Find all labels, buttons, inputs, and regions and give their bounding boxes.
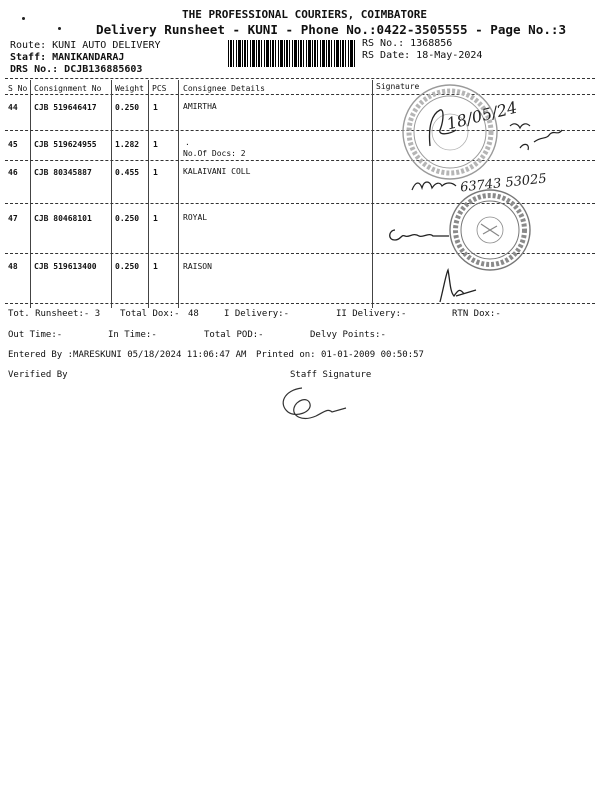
row-divider <box>5 160 595 161</box>
staff-signature-label: Staff Signature <box>290 370 372 380</box>
route-label: Route: KUNI AUTO DELIVERY <box>10 40 161 51</box>
table-row-consignee: ROYAL <box>183 213 208 222</box>
table-row-weight: 0.455 <box>115 168 140 177</box>
handwritten-phone: 63743 53025 <box>459 171 548 196</box>
page-title: Delivery Runsheet - KUNI - Phone No.:0422-3505555 - Page No.:3 <box>96 22 567 37</box>
table-header-rule <box>5 94 595 95</box>
handwritten-signature <box>430 266 480 306</box>
handwritten-signature <box>385 222 455 246</box>
column-separator <box>148 80 149 308</box>
table-row-pcs: 1 <box>153 103 158 112</box>
table-row-consignment: CJB 519646417 <box>34 103 97 112</box>
table-top-rule <box>5 78 595 79</box>
total-pod: Total POD:- <box>204 330 264 340</box>
second-delivery: II Delivery:- <box>336 309 407 319</box>
table-row-pcs: 1 <box>153 168 158 177</box>
table-row-sno: 46 <box>8 168 18 177</box>
table-row-sno: 45 <box>8 140 18 149</box>
table-row-consignment: CJB 519624955 <box>34 140 97 149</box>
table-row-consignment: CJB 80468101 <box>34 214 92 223</box>
column-header-consignment: Consignment No <box>34 84 102 93</box>
delivery-points: Delvy Points:- <box>310 330 386 340</box>
column-header-pcs: PCS <box>152 84 167 93</box>
table-row-pcs: 1 <box>153 262 158 271</box>
company-name: THE PROFESSIONAL COURIERS, COIMBATORE <box>182 8 428 21</box>
barcode <box>228 40 356 67</box>
total-dox-label: Total Dox:- <box>120 309 180 319</box>
institution-stamp <box>448 188 532 272</box>
column-separator <box>30 80 31 308</box>
handwritten-date: 18/05/24 <box>444 97 520 134</box>
table-row-consignee: KALAIVANI COLL <box>183 167 251 176</box>
table-bottom-rule <box>5 303 595 304</box>
return-dox: RTN Dox:- <box>452 309 501 319</box>
table-row-sno: 44 <box>8 103 18 112</box>
column-separator <box>178 80 179 308</box>
table-row-docs-count: No.Of Docs: 2 <box>183 149 246 158</box>
table-row-weight: 0.250 <box>115 262 140 271</box>
first-delivery: I Delivery:- <box>224 309 290 319</box>
column-header-weight: Weight <box>115 84 144 93</box>
column-header-signature: Signature <box>376 82 420 91</box>
total-runsheet: Tot. Runsheet:- 3 <box>8 309 101 319</box>
rs-number: RS No.: 1368856 <box>362 38 453 49</box>
column-header-consignee: Consignee Details <box>183 84 265 93</box>
table-row-sno: 47 <box>8 214 18 223</box>
drs-number: DRS No.: DCJB136885603 <box>10 64 143 75</box>
verified-by: Verified By <box>8 370 68 380</box>
total-dox-value: 48 <box>188 309 199 319</box>
in-time: In Time:- <box>108 330 157 340</box>
table-row-consignee: RAISON <box>183 262 212 271</box>
table-row-sno: 48 <box>8 262 18 271</box>
table-row-consignee: . <box>185 138 190 147</box>
rs-date: RS Date: 18-May-2024 <box>362 50 483 61</box>
table-row-pcs: 1 <box>153 214 158 223</box>
column-header-sno: S No <box>8 84 28 93</box>
table-row-weight: 0.250 <box>115 103 140 112</box>
table-row-weight: 1.282 <box>115 140 140 149</box>
table-row-consignee: AMIRTHA <box>183 102 217 111</box>
printed-on: Printed on: 01-01-2009 00:50:57 <box>256 350 424 360</box>
table-row-consignment: CJB 80345887 <box>34 168 92 177</box>
staff-label: Staff: MANIKANDARAJ <box>10 52 125 63</box>
table-row-weight: 0.250 <box>115 214 140 223</box>
column-separator <box>111 80 112 308</box>
staff-signature <box>272 382 352 426</box>
scan-speck <box>58 27 61 30</box>
table-row-pcs: 1 <box>153 140 158 149</box>
entered-by: Entered By :MARESKUNI 05/18/2024 11:06:47 AM <box>8 350 247 360</box>
out-time: Out Time:- <box>8 330 63 340</box>
scan-speck <box>22 17 25 20</box>
column-separator <box>372 80 373 308</box>
table-row-consignment: CJB 519613400 <box>34 262 97 271</box>
